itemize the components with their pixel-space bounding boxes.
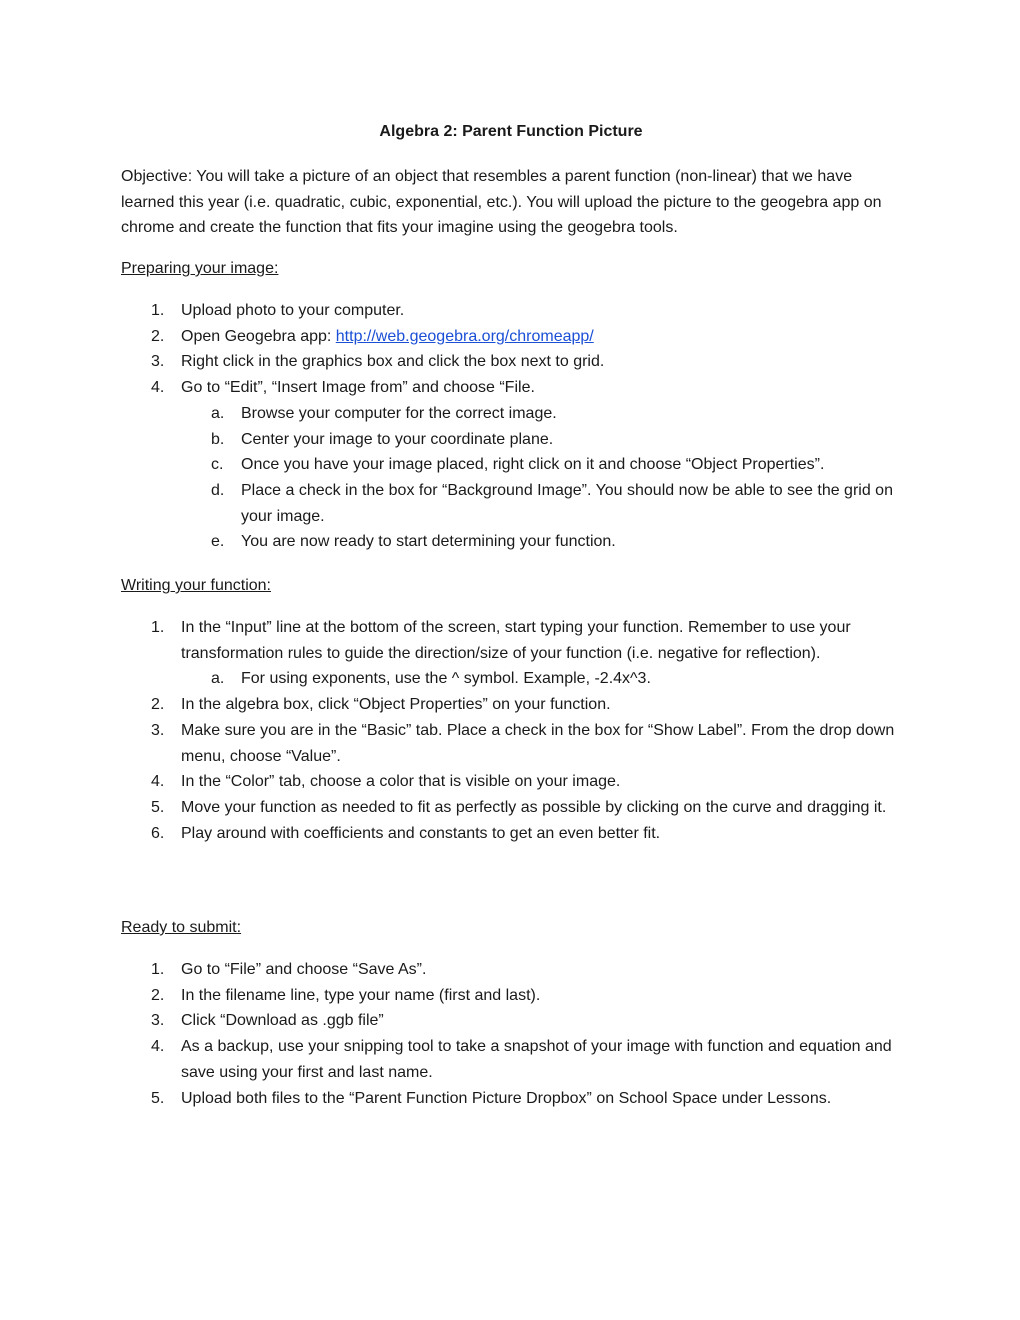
page-title: Algebra 2: Parent Function Picture xyxy=(379,123,643,140)
section-heading-submit: Ready to submit: xyxy=(121,919,242,936)
list-number: 2. xyxy=(151,327,165,345)
list-item xyxy=(121,298,901,324)
list-number: 1. xyxy=(151,961,165,978)
sub-list-item xyxy=(121,427,901,453)
list-item xyxy=(121,349,901,375)
objective-paragraph: Objective: You will take a picture of an object that resembles a parent function (non-linear) that we have learned this year (i.e. quadratic, cubic, exponential, etc.). You will upload the picture to the geogebra app on chrome and create the function that fits your imagine using the geogebra tools. xyxy=(121,168,882,237)
list-number: 1. xyxy=(151,619,165,636)
list-number: 3. xyxy=(151,1012,165,1030)
list-number: 4. xyxy=(151,1038,165,1056)
list-number: 2. xyxy=(151,696,165,714)
list-text: In the “Color” tab, choose a color that is visible on your image. xyxy=(181,773,621,791)
list-item xyxy=(121,375,901,401)
list-text: Move your function as needed to fit as perfectly as possible by clicking on the curve and dragging it. xyxy=(181,798,887,816)
sub-list-item xyxy=(121,529,901,555)
list-text: Place a check in the box for “Background Image”. You should now be able to see the grid on your image. xyxy=(241,481,893,525)
sub-list-item xyxy=(121,666,901,692)
section-heading-preparing: Preparing your image: xyxy=(121,260,279,277)
list-text: In the filename line, type your name (first and last). xyxy=(181,986,541,1004)
list-number: 3. xyxy=(151,721,165,739)
list-text: Upload photo to your computer. xyxy=(181,302,405,319)
preparing-list xyxy=(121,298,901,555)
writing-list xyxy=(121,615,901,846)
list-item xyxy=(121,1034,901,1085)
list-text: Upload both files to the “Parent Function Picture Dropbox” on School Space under Lessons. xyxy=(181,1089,832,1107)
list-item xyxy=(121,1008,901,1034)
list-text: Go to “Edit”, “Insert Image from” and choose “File. xyxy=(181,379,535,397)
list-letter: a. xyxy=(211,404,225,422)
list-item xyxy=(121,795,901,821)
list-text: Once you have your image placed, right click on it and choose “Object Properties”. xyxy=(241,456,825,474)
section-heading-writing: Writing your function: xyxy=(121,577,271,594)
list-text: In the “Input” line at the bottom of the screen, start typing your function. Remember to use your transformation rules to guide the direction/size of your function (i.e. negative for reflection). xyxy=(181,619,851,662)
list-number: 4. xyxy=(151,379,165,397)
list-item xyxy=(121,821,901,847)
list-letter: a. xyxy=(211,670,225,688)
list-item xyxy=(121,983,901,1009)
list-number: 5. xyxy=(151,798,165,816)
list-text: Click “Download as .ggb file” xyxy=(181,1012,384,1030)
list-text: Go to “File” and choose “Save As”. xyxy=(181,961,427,978)
list-number: 6. xyxy=(151,824,165,842)
list-text: For using exponents, use the ^ symbol. Example, -2.4x^3. xyxy=(241,670,651,688)
list-text: Browse your computer for the correct image. xyxy=(241,404,557,422)
geogebra-link[interactable]: http://web.geogebra.org/chromeapp/ xyxy=(335,327,594,345)
list-text: Open Geogebra app: xyxy=(181,327,336,345)
list-number: 3. xyxy=(151,353,165,371)
list-item xyxy=(121,1086,901,1112)
list-number: 2. xyxy=(151,986,165,1004)
list-letter: e. xyxy=(211,533,225,551)
list-text: You are now ready to start determining your function. xyxy=(241,533,616,551)
submit-list xyxy=(121,957,901,1111)
list-item xyxy=(121,692,901,718)
list-item xyxy=(121,769,901,795)
list-text: Center your image to your coordinate plane. xyxy=(241,430,554,448)
list-item xyxy=(121,615,901,666)
list-item xyxy=(121,324,901,350)
list-letter: d. xyxy=(211,481,225,499)
list-number: 1. xyxy=(151,302,165,319)
list-number: 4. xyxy=(151,773,165,791)
list-text: Right click in the graphics box and click the box next to grid. xyxy=(181,353,605,371)
sub-list-item xyxy=(121,401,901,427)
list-text: In the algebra box, click “Object Properties” on your function. xyxy=(181,696,611,714)
sub-list-item xyxy=(121,478,901,529)
list-text: As a backup, use your snipping tool to take a snapshot of your image with function and equation and save using your first and last name. xyxy=(181,1038,892,1081)
sub-list-item xyxy=(121,452,901,478)
list-item xyxy=(121,957,901,983)
list-number: 5. xyxy=(151,1089,165,1107)
list-item xyxy=(121,718,901,769)
list-text: Make sure you are in the “Basic” tab. Place a check in the box for “Show Label”. From the drop down menu, choose “Value”. xyxy=(181,721,895,765)
list-letter: b. xyxy=(211,430,225,448)
list-text: Play around with coefficients and constants to get an even better fit. xyxy=(181,824,661,842)
list-letter: c. xyxy=(211,456,224,474)
